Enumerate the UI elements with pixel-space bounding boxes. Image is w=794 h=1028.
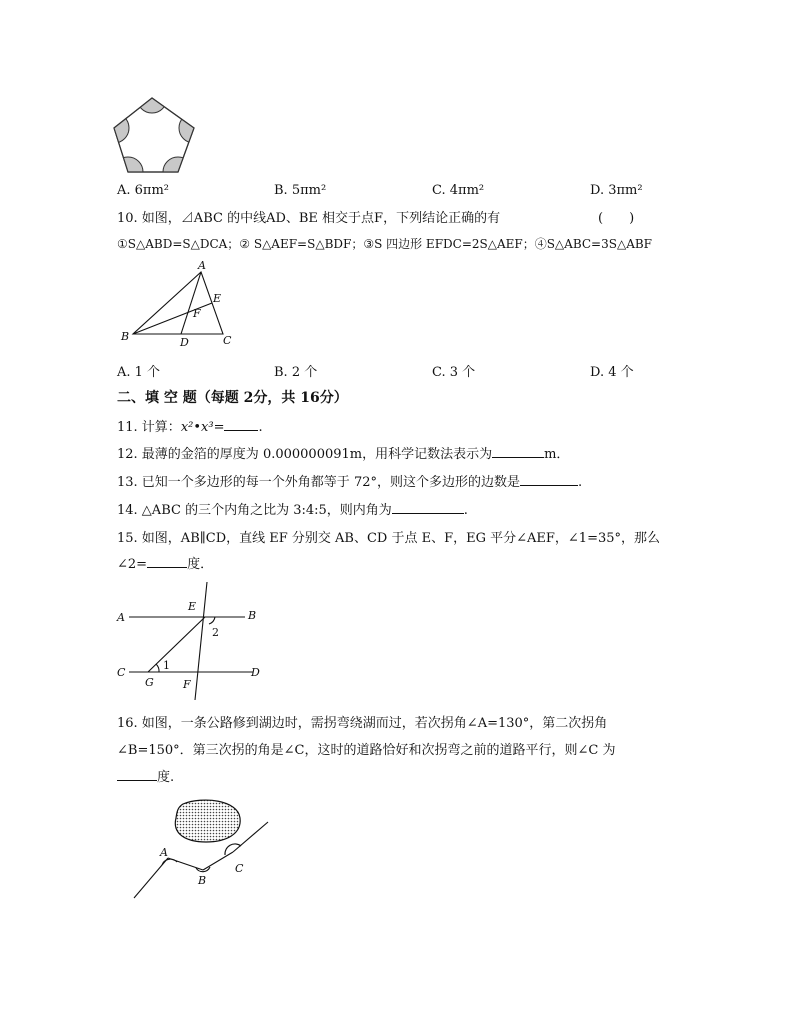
q10-option-d: D. 4 个: [590, 365, 634, 380]
label-E: E: [213, 292, 222, 305]
q11-suffix: .: [258, 420, 263, 435]
q15-line2: [117, 553, 213, 572]
q14-answer-blank[interactable]: [392, 501, 464, 514]
q14-suffix: .: [463, 503, 468, 518]
q12-answer-blank[interactable]: [492, 445, 544, 458]
q15-line1: 15. 如图，AB∥CD，直线 EF 分别交 AB、CD 于点 E、F，EG 平分∠AEF，∠1=35°，那么: [117, 531, 661, 546]
label-B: B: [248, 609, 257, 622]
label-D: D: [251, 666, 260, 679]
label-B: B: [198, 874, 207, 887]
label-C: C: [235, 862, 244, 875]
q11: [117, 416, 263, 435]
q12: [117, 443, 569, 462]
label-B: B: [121, 330, 130, 343]
label-A: A: [117, 611, 125, 624]
q15-answer-blank[interactable]: [147, 555, 187, 568]
q10-stem: 10. 如图，⊿ABC 的中线AD、BE 相交于点F，下列结论正确的有: [117, 211, 501, 226]
label-C: C: [223, 334, 232, 347]
q13-text: 13. 已知一个多边形的每一个外角都等于 72°，则这个多边形的边数是: [117, 475, 520, 490]
label-A: A: [198, 259, 206, 272]
q16-line2: ∠B=150°．第三次拐的角是∠C，这时的道路恰好和次拐弯之前的道路平行，则∠C 为: [117, 743, 616, 758]
q14-text: 14. △ABC 的三个内角之比为 3:4:5，则内角为: [117, 503, 392, 518]
q15-parallel-lines-figure: [115, 580, 270, 705]
q16-line1: 16. 如图，一条公路修到湖边时，需拐弯绕湖而过，若次拐角∠A=130°，第二次拐角: [117, 716, 608, 731]
pentagon-figure: [112, 92, 202, 182]
q12-text: 12. 最薄的金箔的厚度为 0.000000091m，用科学记数法表示为: [117, 447, 493, 462]
label-C: C: [117, 666, 126, 679]
q11-prefix: 11. 计算：: [117, 420, 181, 435]
lake: [175, 800, 240, 842]
label-1: 1: [163, 659, 170, 672]
q16-line3: [117, 766, 174, 785]
q11-expression: x²•x³=: [180, 420, 225, 435]
label-E: E: [188, 600, 197, 613]
q15-line2-prefix: ∠2=: [117, 557, 148, 572]
q16-line3-suffix: 度.: [157, 770, 175, 785]
label-D: D: [180, 336, 189, 349]
q9-option-c: C. 4πm²: [432, 183, 485, 198]
q16-road-lake-figure: [128, 796, 273, 906]
q16-answer-blank[interactable]: [117, 768, 157, 781]
label-F: F: [183, 678, 191, 691]
q13-suffix: .: [577, 475, 583, 490]
q11-answer-blank[interactable]: [224, 418, 258, 431]
label-A: A: [160, 846, 168, 859]
label-G: G: [145, 676, 154, 689]
q12-unit: m．: [544, 447, 570, 462]
q13: [117, 471, 582, 490]
q10-option-c: C. 3 个: [432, 365, 476, 380]
q10-answer-bracket: ( ): [598, 211, 635, 226]
q14: [117, 499, 468, 518]
q13-answer-blank[interactable]: [520, 473, 578, 486]
q10-triangle-figure: [118, 259, 243, 349]
q9-option-b: B. 5πm²: [274, 183, 327, 198]
label-2: 2: [212, 626, 219, 639]
q10-option-b: B. 2 个: [274, 365, 318, 380]
q9-option-a: A. 6πm²: [117, 183, 170, 198]
q9-option-d: D. 3πm²: [590, 183, 643, 198]
q10-conclusions: ①S△ABD=S△DCA；② S△AEF=S△BDF；③S 四边形 EFDC=2S△AEF；④S△ABC=3S△ABF: [117, 237, 653, 251]
q10-option-a: A. 1 个: [117, 365, 161, 380]
section-heading: 二、填 空 题（每题 2分，共 16分）: [117, 390, 348, 406]
label-F: F: [193, 307, 201, 320]
q15-line2-suffix: 度．: [187, 557, 214, 572]
